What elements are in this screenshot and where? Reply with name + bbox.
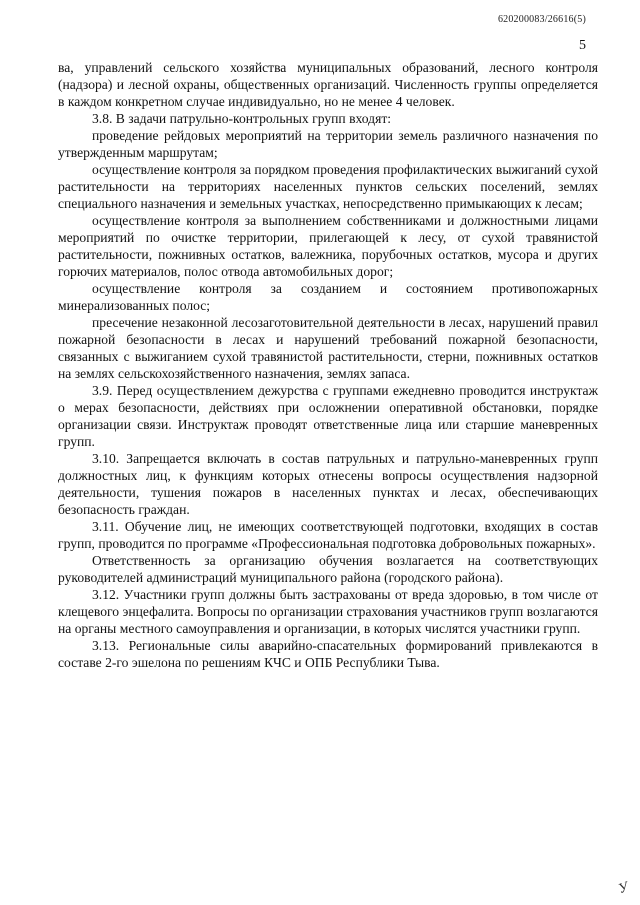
paragraph-responsibility: Ответственность за организацию обучения возлагается на соответствующих руководителей администраций муниципального района (городского района).	[58, 553, 598, 585]
section-3-10: 3.10. Запрещается включать в состав патрульных и патрульно-маневренных групп должностных лиц, к функциям которых отнесены вопросы осуществления надзорной деятельности, тушения пожаров в населенных пунктах и лесах, обеспечивающих безопасность граждан.	[58, 451, 598, 517]
section-3-9: 3.9. Перед осуществлением дежурства с группами ежедневно проводится инструктаж о мерах безопасности, действиях при осложнении оперативной обстановки, порядке организации связи. Инструктаж проводят ответственные лица или старшие маневренных групп.	[58, 383, 598, 449]
paragraph-continuation: ва, управлений сельского хозяйства муниципальных образований, лесного контроля (надзора) и лесной охраны, общественных организаций. Численность группы определяется в каждом конкретном случае индивидуально, но не менее 4 человек.	[58, 60, 598, 109]
document-body	[58, 59, 598, 671]
list-item: осуществление контроля за созданием и состоянием противопожарных минерализованных полос;	[58, 281, 598, 313]
section-3-11: 3.11. Обучение лиц, не имеющих соответствующей подготовки, входящих в состав групп, проводится по программе «Профессиональная подготовка добровольных пожарных».	[58, 519, 598, 551]
section-3-8-heading: 3.8. В задачи патрульно-контрольных групп входят:	[92, 111, 392, 126]
section-3-12: 3.12. Участники групп должны быть застрахованы от вреда здоровью, в том числе от клещевого энцефалита. Вопросы по организации страхования участников групп возлагаются на органы местного самоуправления и организации, в которых числятся участники групп.	[58, 587, 598, 636]
document-code: 620200083/26616(5)	[497, 14, 586, 25]
list-item: проведение рейдовых мероприятий на территории земель различного назначения по утвержденным маршрутам;	[58, 128, 598, 160]
page-number: 5	[579, 38, 586, 53]
section-3-13: 3.13. Региональные силы аварийно-спасательных формирований привлекаются в составе 2-го эшелона по решениям КЧС и ОПБ Республики Тыва.	[58, 638, 598, 670]
handwritten-mark: У	[616, 879, 631, 898]
list-item: осуществление контроля за выполнением собственниками и должностными лицами мероприятий по очистке территории, прилегающей к лесу, от сухой травянистой растительности, пожнивных остатков, валежника, порубочных остатков, мусора и других горючих материалов, полос отвода автомобильных дорог;	[58, 213, 598, 279]
list-item: осуществление контроля за порядком проведения профилактических выжиганий сухой растительности на территориях населенных пунктов сельских поселений, землях специального назначения и земельных участках, непосредственно примыкающих к лесам;	[58, 162, 598, 211]
list-item: пресечение незаконной лесозаготовительной деятельности в лесах, нарушений правил пожарной безопасности в лесах и нарушений требований пожарной безопасности, связанных с выжиганием сухой травянистой растительности, стерни, пожнивных остатков на землях сельскохозяйственного назначения, землях запаса.	[58, 315, 598, 381]
